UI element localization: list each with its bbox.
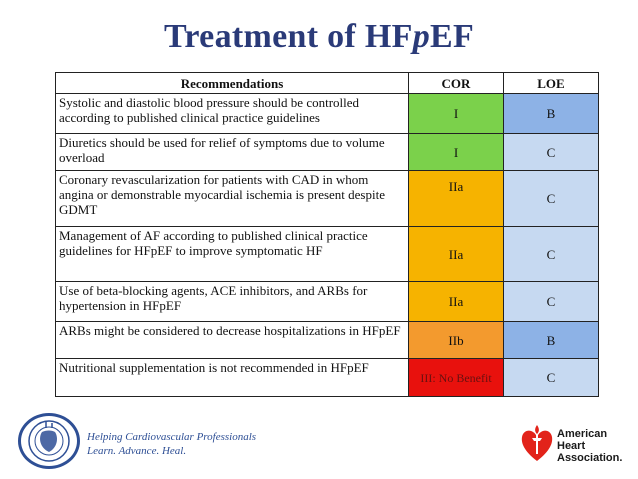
acc-seal-icon [18,413,80,469]
tagline-line1: Helping Cardiovascular Professionals [87,431,257,443]
aha-line1: American [557,428,608,440]
acc-tagline [87,430,256,458]
acc-logo [18,413,80,469]
table-row [56,134,599,171]
cor-cell: IIa [409,227,504,282]
cor-cell: IIa [409,171,504,227]
table-row [56,359,599,397]
cor-cell: I [409,134,504,171]
recommendation-text: Diuretics should be used for relief of symptoms due to volume overload [56,134,409,171]
title-prefix: Treatment of HF [163,18,413,55]
recommendation-text: Systolic and diastolic blood pressure should be controlled according to published clinical practice guidelines [56,94,409,134]
title-italic: p [412,18,430,55]
recommendation-text: Management of AF according to published clinical practice guidelines for HFpEF to improve symptomatic HF [56,227,409,282]
header-recommendations: Recommendations [56,73,409,94]
loe-cell: B [504,94,599,134]
cor-cell: III: No Benefit [409,359,504,397]
recommendations-table [55,72,599,397]
heart-torch-icon [520,421,554,468]
tagline-line2: Learn. Advance. Heal. [87,445,187,457]
recommendation-text: Nutritional supplementation is not recommended in HFpEF [56,359,409,397]
slide-title [0,18,638,56]
aha-line3: Association. [557,452,623,464]
table-row [56,282,599,322]
table-row [56,171,599,227]
table-row [56,322,599,359]
loe-cell: B [504,322,599,359]
cor-cell: IIb [409,322,504,359]
table-row [56,227,599,282]
header-loe: LOE [504,73,599,94]
aha-line2: Heart [557,440,586,452]
recommendation-text: Use of beta-blocking agents, ACE inhibitors, and ARBs for hypertension in HFpEF [56,282,409,322]
table-header-row [56,73,599,94]
title-suffix: EF [430,18,475,55]
cor-cell: IIa [409,282,504,322]
loe-cell: C [504,227,599,282]
loe-cell: C [504,359,599,397]
table-row [56,94,599,134]
recommendation-text: Coronary revascularization for patients with CAD in whom angina or demonstrable myocardial ischemia is present despite GDMT [56,171,409,227]
loe-cell: C [504,134,599,171]
header-cor: COR [409,73,504,94]
recommendation-text: ARBs might be considered to decrease hospitalizations in HFpEF [56,322,409,359]
loe-cell: C [504,171,599,227]
cor-cell: I [409,94,504,134]
loe-cell: C [504,282,599,322]
aha-wordmark [557,428,622,464]
